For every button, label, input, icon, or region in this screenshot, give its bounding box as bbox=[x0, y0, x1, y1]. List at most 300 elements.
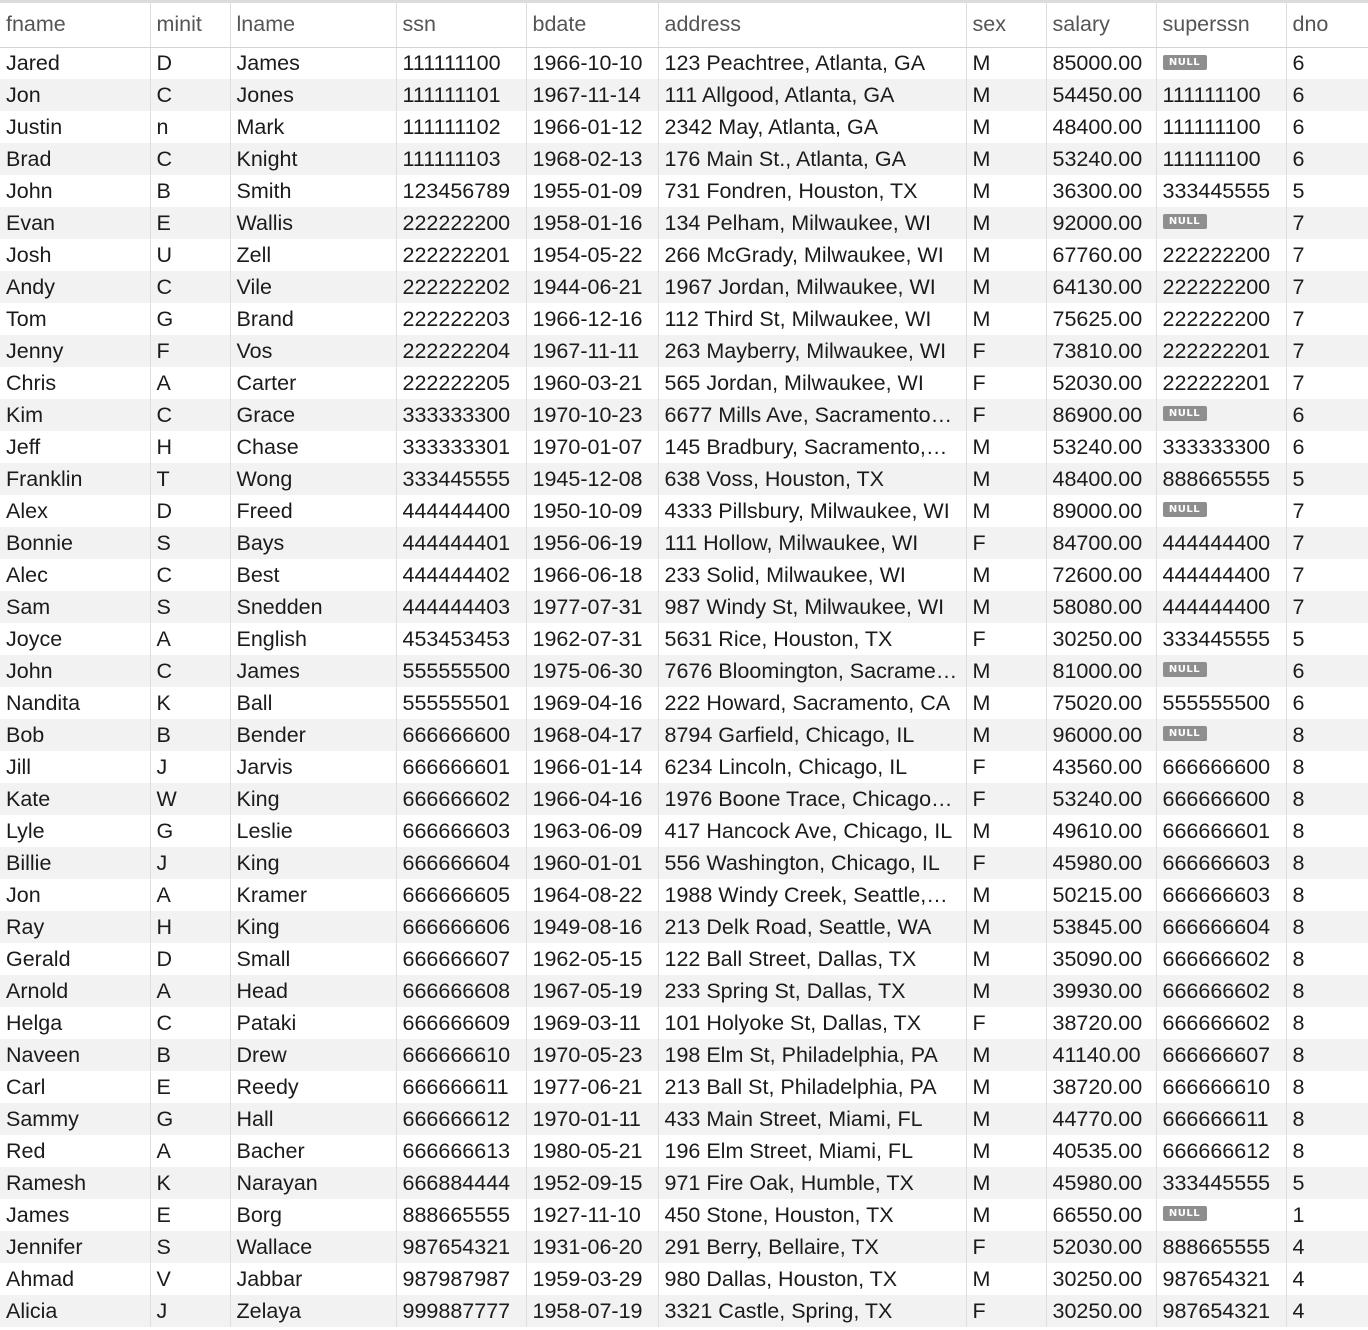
cell-lname[interactable]: Drew bbox=[230, 1039, 396, 1071]
cell-address[interactable]: 638 Voss, Houston, TX bbox=[658, 463, 966, 495]
cell-sex[interactable]: M bbox=[966, 943, 1046, 975]
cell-minit[interactable]: B bbox=[150, 719, 230, 751]
cell-lname[interactable]: Brand bbox=[230, 303, 396, 335]
cell-superssn[interactable]: 222222200 bbox=[1156, 239, 1286, 271]
cell-address[interactable]: 123 Peachtree, Atlanta, GA bbox=[658, 47, 966, 79]
cell-sex[interactable]: M bbox=[966, 175, 1046, 207]
cell-ssn[interactable]: 123456789 bbox=[396, 175, 526, 207]
cell-superssn[interactable] bbox=[1156, 207, 1286, 239]
cell-superssn[interactable]: 888665555 bbox=[1156, 1231, 1286, 1263]
cell-salary[interactable]: 53240.00 bbox=[1046, 143, 1156, 175]
cell-salary[interactable]: 52030.00 bbox=[1046, 367, 1156, 399]
cell-address[interactable]: 198 Elm St, Philadelphia, PA bbox=[658, 1039, 966, 1071]
cell-fname[interactable]: Carl bbox=[0, 1071, 150, 1103]
cell-ssn[interactable]: 666666611 bbox=[396, 1071, 526, 1103]
cell-superssn[interactable]: 666666612 bbox=[1156, 1135, 1286, 1167]
cell-fname[interactable]: Jill bbox=[0, 751, 150, 783]
table-row[interactable] bbox=[0, 527, 1368, 559]
cell-address[interactable]: 731 Fondren, Houston, TX bbox=[658, 175, 966, 207]
cell-lname[interactable]: Leslie bbox=[230, 815, 396, 847]
cell-address[interactable]: 2342 May, Atlanta, GA bbox=[658, 111, 966, 143]
cell-bdate[interactable]: 1966-01-14 bbox=[526, 751, 658, 783]
cell-minit[interactable]: E bbox=[150, 1199, 230, 1231]
cell-superssn[interactable]: 666666607 bbox=[1156, 1039, 1286, 1071]
table-row[interactable] bbox=[0, 495, 1368, 527]
cell-bdate[interactable]: 1931-06-20 bbox=[526, 1231, 658, 1263]
cell-bdate[interactable]: 1968-02-13 bbox=[526, 143, 658, 175]
table-row[interactable] bbox=[0, 1039, 1368, 1071]
cell-address[interactable]: 7676 Bloomington, Sacrame… bbox=[658, 655, 966, 687]
cell-minit[interactable]: A bbox=[150, 367, 230, 399]
table-row[interactable] bbox=[0, 847, 1368, 879]
cell-sex[interactable]: M bbox=[966, 559, 1046, 591]
cell-address[interactable]: 971 Fire Oak, Humble, TX bbox=[658, 1167, 966, 1199]
cell-superssn[interactable] bbox=[1156, 495, 1286, 527]
cell-salary[interactable]: 67760.00 bbox=[1046, 239, 1156, 271]
table-row[interactable] bbox=[0, 623, 1368, 655]
cell-ssn[interactable]: 666666609 bbox=[396, 1007, 526, 1039]
cell-bdate[interactable]: 1966-10-10 bbox=[526, 47, 658, 79]
cell-address[interactable]: 222 Howard, Sacramento, CA bbox=[658, 687, 966, 719]
cell-superssn[interactable] bbox=[1156, 719, 1286, 751]
cell-dno[interactable]: 7 bbox=[1286, 527, 1368, 559]
cell-ssn[interactable]: 222222203 bbox=[396, 303, 526, 335]
cell-fname[interactable]: Chris bbox=[0, 367, 150, 399]
column-header-dno[interactable]: dno bbox=[1286, 3, 1368, 47]
cell-lname[interactable]: Zelaya bbox=[230, 1295, 396, 1327]
cell-minit[interactable]: C bbox=[150, 79, 230, 111]
cell-ssn[interactable]: 333333300 bbox=[396, 399, 526, 431]
cell-minit[interactable]: D bbox=[150, 495, 230, 527]
cell-sex[interactable]: M bbox=[966, 1167, 1046, 1199]
table-row[interactable] bbox=[0, 815, 1368, 847]
cell-bdate[interactable]: 1970-10-23 bbox=[526, 399, 658, 431]
cell-lname[interactable]: Bays bbox=[230, 527, 396, 559]
cell-fname[interactable]: Jennifer bbox=[0, 1231, 150, 1263]
cell-superssn[interactable]: 666666603 bbox=[1156, 879, 1286, 911]
column-header-minit[interactable]: minit bbox=[150, 3, 230, 47]
cell-ssn[interactable]: 666666606 bbox=[396, 911, 526, 943]
cell-sex[interactable]: F bbox=[966, 367, 1046, 399]
cell-minit[interactable]: n bbox=[150, 111, 230, 143]
cell-dno[interactable]: 8 bbox=[1286, 1135, 1368, 1167]
table-row[interactable] bbox=[0, 463, 1368, 495]
cell-address[interactable]: 1976 Boone Trace, Chicago… bbox=[658, 783, 966, 815]
cell-sex[interactable]: F bbox=[966, 847, 1046, 879]
cell-lname[interactable]: Vile bbox=[230, 271, 396, 303]
cell-address[interactable]: 1967 Jordan, Milwaukee, WI bbox=[658, 271, 966, 303]
cell-fname[interactable]: Kate bbox=[0, 783, 150, 815]
cell-lname[interactable]: James bbox=[230, 47, 396, 79]
cell-address[interactable]: 291 Berry, Bellaire, TX bbox=[658, 1231, 966, 1263]
cell-dno[interactable]: 6 bbox=[1286, 399, 1368, 431]
cell-sex[interactable]: F bbox=[966, 527, 1046, 559]
cell-salary[interactable]: 36300.00 bbox=[1046, 175, 1156, 207]
cell-ssn[interactable]: 666666600 bbox=[396, 719, 526, 751]
cell-sex[interactable]: F bbox=[966, 1007, 1046, 1039]
cell-superssn[interactable]: 555555500 bbox=[1156, 687, 1286, 719]
cell-superssn[interactable]: 666666603 bbox=[1156, 847, 1286, 879]
cell-ssn[interactable]: 111111101 bbox=[396, 79, 526, 111]
cell-salary[interactable]: 45980.00 bbox=[1046, 1167, 1156, 1199]
cell-salary[interactable]: 84700.00 bbox=[1046, 527, 1156, 559]
cell-dno[interactable]: 8 bbox=[1286, 847, 1368, 879]
cell-sex[interactable]: M bbox=[966, 79, 1046, 111]
cell-minit[interactable]: S bbox=[150, 527, 230, 559]
cell-minit[interactable]: G bbox=[150, 815, 230, 847]
cell-bdate[interactable]: 1960-03-21 bbox=[526, 367, 658, 399]
cell-bdate[interactable]: 1964-08-22 bbox=[526, 879, 658, 911]
cell-salary[interactable]: 75020.00 bbox=[1046, 687, 1156, 719]
cell-minit[interactable]: H bbox=[150, 431, 230, 463]
table-row[interactable] bbox=[0, 1199, 1368, 1231]
cell-sex[interactable]: M bbox=[966, 815, 1046, 847]
cell-superssn[interactable]: 666666601 bbox=[1156, 815, 1286, 847]
cell-address[interactable]: 5631 Rice, Houston, TX bbox=[658, 623, 966, 655]
cell-address[interactable]: 176 Main St., Atlanta, GA bbox=[658, 143, 966, 175]
cell-ssn[interactable]: 444444403 bbox=[396, 591, 526, 623]
cell-ssn[interactable]: 987654321 bbox=[396, 1231, 526, 1263]
cell-superssn[interactable]: 333445555 bbox=[1156, 1167, 1286, 1199]
cell-minit[interactable]: A bbox=[150, 623, 230, 655]
cell-sex[interactable]: M bbox=[966, 111, 1046, 143]
cell-lname[interactable]: Bacher bbox=[230, 1135, 396, 1167]
cell-fname[interactable]: Billie bbox=[0, 847, 150, 879]
cell-ssn[interactable]: 222222205 bbox=[396, 367, 526, 399]
cell-ssn[interactable]: 666666602 bbox=[396, 783, 526, 815]
cell-fname[interactable]: Gerald bbox=[0, 943, 150, 975]
cell-sex[interactable]: F bbox=[966, 751, 1046, 783]
cell-minit[interactable]: W bbox=[150, 783, 230, 815]
cell-salary[interactable]: 38720.00 bbox=[1046, 1071, 1156, 1103]
table-row[interactable] bbox=[0, 111, 1368, 143]
cell-minit[interactable]: A bbox=[150, 975, 230, 1007]
cell-bdate[interactable]: 1950-10-09 bbox=[526, 495, 658, 527]
cell-fname[interactable]: Evan bbox=[0, 207, 150, 239]
cell-bdate[interactable]: 1967-11-11 bbox=[526, 335, 658, 367]
cell-minit[interactable]: A bbox=[150, 1135, 230, 1167]
cell-superssn[interactable]: 666666602 bbox=[1156, 943, 1286, 975]
cell-superssn[interactable]: 666666611 bbox=[1156, 1103, 1286, 1135]
cell-ssn[interactable]: 222222204 bbox=[396, 335, 526, 367]
cell-salary[interactable]: 53240.00 bbox=[1046, 431, 1156, 463]
cell-sex[interactable]: M bbox=[966, 1199, 1046, 1231]
table-row[interactable] bbox=[0, 143, 1368, 175]
cell-ssn[interactable]: 333445555 bbox=[396, 463, 526, 495]
cell-fname[interactable]: Alex bbox=[0, 495, 150, 527]
cell-salary[interactable]: 30250.00 bbox=[1046, 1263, 1156, 1295]
cell-lname[interactable]: Knight bbox=[230, 143, 396, 175]
column-header-address[interactable]: address bbox=[658, 3, 966, 47]
cell-sex[interactable]: F bbox=[966, 623, 1046, 655]
cell-salary[interactable]: 38720.00 bbox=[1046, 1007, 1156, 1039]
table-row[interactable] bbox=[0, 975, 1368, 1007]
cell-lname[interactable]: Jabbar bbox=[230, 1263, 396, 1295]
cell-lname[interactable]: Vos bbox=[230, 335, 396, 367]
cell-bdate[interactable]: 1969-03-11 bbox=[526, 1007, 658, 1039]
cell-address[interactable]: 1988 Windy Creek, Seattle,… bbox=[658, 879, 966, 911]
cell-dno[interactable]: 5 bbox=[1286, 623, 1368, 655]
cell-bdate[interactable]: 1952-09-15 bbox=[526, 1167, 658, 1199]
cell-sex[interactable]: M bbox=[966, 143, 1046, 175]
cell-sex[interactable]: F bbox=[966, 335, 1046, 367]
cell-fname[interactable]: Red bbox=[0, 1135, 150, 1167]
cell-ssn[interactable]: 444444400 bbox=[396, 495, 526, 527]
cell-superssn[interactable]: 111111100 bbox=[1156, 79, 1286, 111]
cell-dno[interactable]: 6 bbox=[1286, 687, 1368, 719]
cell-sex[interactable]: M bbox=[966, 271, 1046, 303]
cell-lname[interactable]: Wallis bbox=[230, 207, 396, 239]
cell-address[interactable]: 987 Windy St, Milwaukee, WI bbox=[658, 591, 966, 623]
table-row[interactable] bbox=[0, 207, 1368, 239]
cell-minit[interactable]: U bbox=[150, 239, 230, 271]
cell-dno[interactable]: 7 bbox=[1286, 239, 1368, 271]
cell-dno[interactable]: 8 bbox=[1286, 975, 1368, 1007]
cell-superssn[interactable]: 222222200 bbox=[1156, 303, 1286, 335]
cell-sex[interactable]: F bbox=[966, 1231, 1046, 1263]
column-header-sex[interactable]: sex bbox=[966, 3, 1046, 47]
cell-superssn[interactable] bbox=[1156, 1199, 1286, 1231]
table-row[interactable] bbox=[0, 943, 1368, 975]
cell-address[interactable]: 417 Hancock Ave, Chicago, IL bbox=[658, 815, 966, 847]
cell-address[interactable]: 266 McGrady, Milwaukee, WI bbox=[658, 239, 966, 271]
cell-minit[interactable]: E bbox=[150, 1071, 230, 1103]
cell-superssn[interactable] bbox=[1156, 655, 1286, 687]
cell-superssn[interactable]: 666666602 bbox=[1156, 975, 1286, 1007]
cell-salary[interactable]: 86900.00 bbox=[1046, 399, 1156, 431]
cell-ssn[interactable]: 111111103 bbox=[396, 143, 526, 175]
cell-lname[interactable]: Head bbox=[230, 975, 396, 1007]
table-row[interactable] bbox=[0, 399, 1368, 431]
cell-bdate[interactable]: 1960-01-01 bbox=[526, 847, 658, 879]
cell-fname[interactable]: Tom bbox=[0, 303, 150, 335]
cell-address[interactable]: 6234 Lincoln, Chicago, IL bbox=[658, 751, 966, 783]
cell-dno[interactable]: 4 bbox=[1286, 1295, 1368, 1327]
cell-ssn[interactable]: 222222202 bbox=[396, 271, 526, 303]
cell-fname[interactable]: Alicia bbox=[0, 1295, 150, 1327]
cell-bdate[interactable]: 1966-06-18 bbox=[526, 559, 658, 591]
cell-fname[interactable]: Kim bbox=[0, 399, 150, 431]
cell-lname[interactable]: Freed bbox=[230, 495, 396, 527]
cell-bdate[interactable]: 1962-07-31 bbox=[526, 623, 658, 655]
cell-minit[interactable]: D bbox=[150, 47, 230, 79]
cell-minit[interactable]: K bbox=[150, 1167, 230, 1199]
cell-dno[interactable]: 6 bbox=[1286, 79, 1368, 111]
table-row[interactable] bbox=[0, 1103, 1368, 1135]
cell-lname[interactable]: Mark bbox=[230, 111, 396, 143]
cell-ssn[interactable]: 888665555 bbox=[396, 1199, 526, 1231]
cell-superssn[interactable]: 987654321 bbox=[1156, 1295, 1286, 1327]
cell-sex[interactable]: M bbox=[966, 463, 1046, 495]
cell-ssn[interactable]: 666666607 bbox=[396, 943, 526, 975]
table-row[interactable] bbox=[0, 1135, 1368, 1167]
cell-fname[interactable]: Alec bbox=[0, 559, 150, 591]
cell-salary[interactable]: 30250.00 bbox=[1046, 623, 1156, 655]
cell-bdate[interactable]: 1977-06-21 bbox=[526, 1071, 658, 1103]
cell-salary[interactable]: 96000.00 bbox=[1046, 719, 1156, 751]
cell-sex[interactable]: M bbox=[966, 911, 1046, 943]
cell-salary[interactable]: 39930.00 bbox=[1046, 975, 1156, 1007]
cell-dno[interactable]: 8 bbox=[1286, 1039, 1368, 1071]
table-row[interactable] bbox=[0, 335, 1368, 367]
cell-minit[interactable]: F bbox=[150, 335, 230, 367]
cell-bdate[interactable]: 1968-04-17 bbox=[526, 719, 658, 751]
cell-sex[interactable]: M bbox=[966, 975, 1046, 1007]
cell-fname[interactable]: Justin bbox=[0, 111, 150, 143]
cell-address[interactable]: 980 Dallas, Houston, TX bbox=[658, 1263, 966, 1295]
cell-dno[interactable]: 4 bbox=[1286, 1263, 1368, 1295]
cell-sex[interactable]: M bbox=[966, 1103, 1046, 1135]
cell-dno[interactable]: 5 bbox=[1286, 463, 1368, 495]
cell-lname[interactable]: King bbox=[230, 911, 396, 943]
cell-fname[interactable]: Naveen bbox=[0, 1039, 150, 1071]
cell-minit[interactable]: S bbox=[150, 1231, 230, 1263]
cell-superssn[interactable]: 666666600 bbox=[1156, 783, 1286, 815]
cell-superssn[interactable]: 666666602 bbox=[1156, 1007, 1286, 1039]
cell-ssn[interactable]: 453453453 bbox=[396, 623, 526, 655]
cell-dno[interactable]: 8 bbox=[1286, 719, 1368, 751]
cell-address[interactable]: 556 Washington, Chicago, IL bbox=[658, 847, 966, 879]
table-row[interactable] bbox=[0, 911, 1368, 943]
cell-ssn[interactable]: 111111102 bbox=[396, 111, 526, 143]
cell-lname[interactable]: Snedden bbox=[230, 591, 396, 623]
table-row[interactable] bbox=[0, 687, 1368, 719]
cell-salary[interactable]: 73810.00 bbox=[1046, 335, 1156, 367]
cell-address[interactable]: 263 Mayberry, Milwaukee, WI bbox=[658, 335, 966, 367]
column-header-lname[interactable]: lname bbox=[230, 3, 396, 47]
cell-fname[interactable]: Joyce bbox=[0, 623, 150, 655]
cell-minit[interactable]: T bbox=[150, 463, 230, 495]
cell-fname[interactable]: Jeff bbox=[0, 431, 150, 463]
cell-salary[interactable]: 89000.00 bbox=[1046, 495, 1156, 527]
cell-lname[interactable]: Wallace bbox=[230, 1231, 396, 1263]
cell-fname[interactable]: John bbox=[0, 655, 150, 687]
cell-superssn[interactable] bbox=[1156, 47, 1286, 79]
cell-dno[interactable]: 8 bbox=[1286, 879, 1368, 911]
cell-fname[interactable]: Lyle bbox=[0, 815, 150, 847]
table-row[interactable] bbox=[0, 1071, 1368, 1103]
cell-address[interactable]: 233 Solid, Milwaukee, WI bbox=[658, 559, 966, 591]
cell-dno[interactable]: 7 bbox=[1286, 367, 1368, 399]
cell-bdate[interactable]: 1944-06-21 bbox=[526, 271, 658, 303]
cell-lname[interactable]: King bbox=[230, 783, 396, 815]
cell-fname[interactable]: Brad bbox=[0, 143, 150, 175]
cell-minit[interactable]: C bbox=[150, 271, 230, 303]
cell-bdate[interactable]: 1966-04-16 bbox=[526, 783, 658, 815]
cell-salary[interactable]: 72600.00 bbox=[1046, 559, 1156, 591]
cell-address[interactable]: 8794 Garfield, Chicago, IL bbox=[658, 719, 966, 751]
cell-sex[interactable]: M bbox=[966, 303, 1046, 335]
cell-dno[interactable]: 5 bbox=[1286, 1167, 1368, 1199]
cell-fname[interactable]: Arnold bbox=[0, 975, 150, 1007]
table-row[interactable] bbox=[0, 1231, 1368, 1263]
table-row[interactable] bbox=[0, 1263, 1368, 1295]
column-header-ssn[interactable]: ssn bbox=[396, 3, 526, 47]
cell-dno[interactable]: 8 bbox=[1286, 1103, 1368, 1135]
cell-ssn[interactable]: 999887777 bbox=[396, 1295, 526, 1327]
cell-ssn[interactable]: 666666605 bbox=[396, 879, 526, 911]
cell-minit[interactable]: S bbox=[150, 591, 230, 623]
cell-dno[interactable]: 8 bbox=[1286, 783, 1368, 815]
cell-salary[interactable]: 92000.00 bbox=[1046, 207, 1156, 239]
cell-ssn[interactable]: 555555500 bbox=[396, 655, 526, 687]
cell-ssn[interactable]: 111111100 bbox=[396, 47, 526, 79]
cell-bdate[interactable]: 1963-06-09 bbox=[526, 815, 658, 847]
cell-minit[interactable]: E bbox=[150, 207, 230, 239]
table-row[interactable] bbox=[0, 879, 1368, 911]
cell-address[interactable]: 213 Delk Road, Seattle, WA bbox=[658, 911, 966, 943]
cell-superssn[interactable]: 666666600 bbox=[1156, 751, 1286, 783]
cell-ssn[interactable]: 666666608 bbox=[396, 975, 526, 1007]
cell-sex[interactable]: M bbox=[966, 1263, 1046, 1295]
cell-lname[interactable]: Pataki bbox=[230, 1007, 396, 1039]
cell-sex[interactable]: F bbox=[966, 399, 1046, 431]
cell-dno[interactable]: 4 bbox=[1286, 1231, 1368, 1263]
cell-fname[interactable]: Ray bbox=[0, 911, 150, 943]
cell-lname[interactable]: Small bbox=[230, 943, 396, 975]
cell-ssn[interactable]: 333333301 bbox=[396, 431, 526, 463]
cell-salary[interactable]: 30250.00 bbox=[1046, 1295, 1156, 1327]
cell-bdate[interactable]: 1958-07-19 bbox=[526, 1295, 658, 1327]
cell-address[interactable]: 112 Third St, Milwaukee, WI bbox=[658, 303, 966, 335]
cell-salary[interactable]: 40535.00 bbox=[1046, 1135, 1156, 1167]
cell-address[interactable]: 122 Ball Street, Dallas, TX bbox=[658, 943, 966, 975]
table-row[interactable] bbox=[0, 1007, 1368, 1039]
cell-superssn[interactable]: 333445555 bbox=[1156, 175, 1286, 207]
cell-minit[interactable]: C bbox=[150, 559, 230, 591]
cell-sex[interactable]: M bbox=[966, 879, 1046, 911]
cell-dno[interactable]: 8 bbox=[1286, 943, 1368, 975]
cell-sex[interactable]: M bbox=[966, 495, 1046, 527]
cell-lname[interactable]: Carter bbox=[230, 367, 396, 399]
cell-minit[interactable]: A bbox=[150, 879, 230, 911]
cell-bdate[interactable]: 1970-01-11 bbox=[526, 1103, 658, 1135]
cell-lname[interactable]: Jarvis bbox=[230, 751, 396, 783]
cell-minit[interactable]: B bbox=[150, 1039, 230, 1071]
cell-sex[interactable]: M bbox=[966, 431, 1046, 463]
cell-ssn[interactable]: 222222201 bbox=[396, 239, 526, 271]
cell-salary[interactable]: 64130.00 bbox=[1046, 271, 1156, 303]
cell-fname[interactable]: Jon bbox=[0, 879, 150, 911]
cell-address[interactable]: 233 Spring St, Dallas, TX bbox=[658, 975, 966, 1007]
table-row[interactable] bbox=[0, 239, 1368, 271]
cell-bdate[interactable]: 1962-05-15 bbox=[526, 943, 658, 975]
cell-superssn[interactable]: 987654321 bbox=[1156, 1263, 1286, 1295]
cell-superssn[interactable]: 333333300 bbox=[1156, 431, 1286, 463]
cell-bdate[interactable]: 1955-01-09 bbox=[526, 175, 658, 207]
cell-salary[interactable]: 85000.00 bbox=[1046, 47, 1156, 79]
table-row[interactable] bbox=[0, 303, 1368, 335]
cell-sex[interactable]: M bbox=[966, 719, 1046, 751]
cell-lname[interactable]: Jones bbox=[230, 79, 396, 111]
cell-sex[interactable]: M bbox=[966, 47, 1046, 79]
column-header-fname[interactable]: fname bbox=[0, 3, 150, 47]
cell-sex[interactable]: M bbox=[966, 1071, 1046, 1103]
cell-fname[interactable]: Jenny bbox=[0, 335, 150, 367]
table-row[interactable] bbox=[0, 271, 1368, 303]
cell-superssn[interactable] bbox=[1156, 399, 1286, 431]
cell-superssn[interactable]: 222222201 bbox=[1156, 335, 1286, 367]
cell-bdate[interactable]: 1945-12-08 bbox=[526, 463, 658, 495]
cell-address[interactable]: 196 Elm Street, Miami, FL bbox=[658, 1135, 966, 1167]
cell-fname[interactable]: Sam bbox=[0, 591, 150, 623]
cell-bdate[interactable]: 1970-01-07 bbox=[526, 431, 658, 463]
cell-address[interactable]: 433 Main Street, Miami, FL bbox=[658, 1103, 966, 1135]
cell-fname[interactable]: Ahmad bbox=[0, 1263, 150, 1295]
cell-superssn[interactable]: 222222201 bbox=[1156, 367, 1286, 399]
cell-dno[interactable]: 5 bbox=[1286, 175, 1368, 207]
cell-sex[interactable]: M bbox=[966, 1039, 1046, 1071]
